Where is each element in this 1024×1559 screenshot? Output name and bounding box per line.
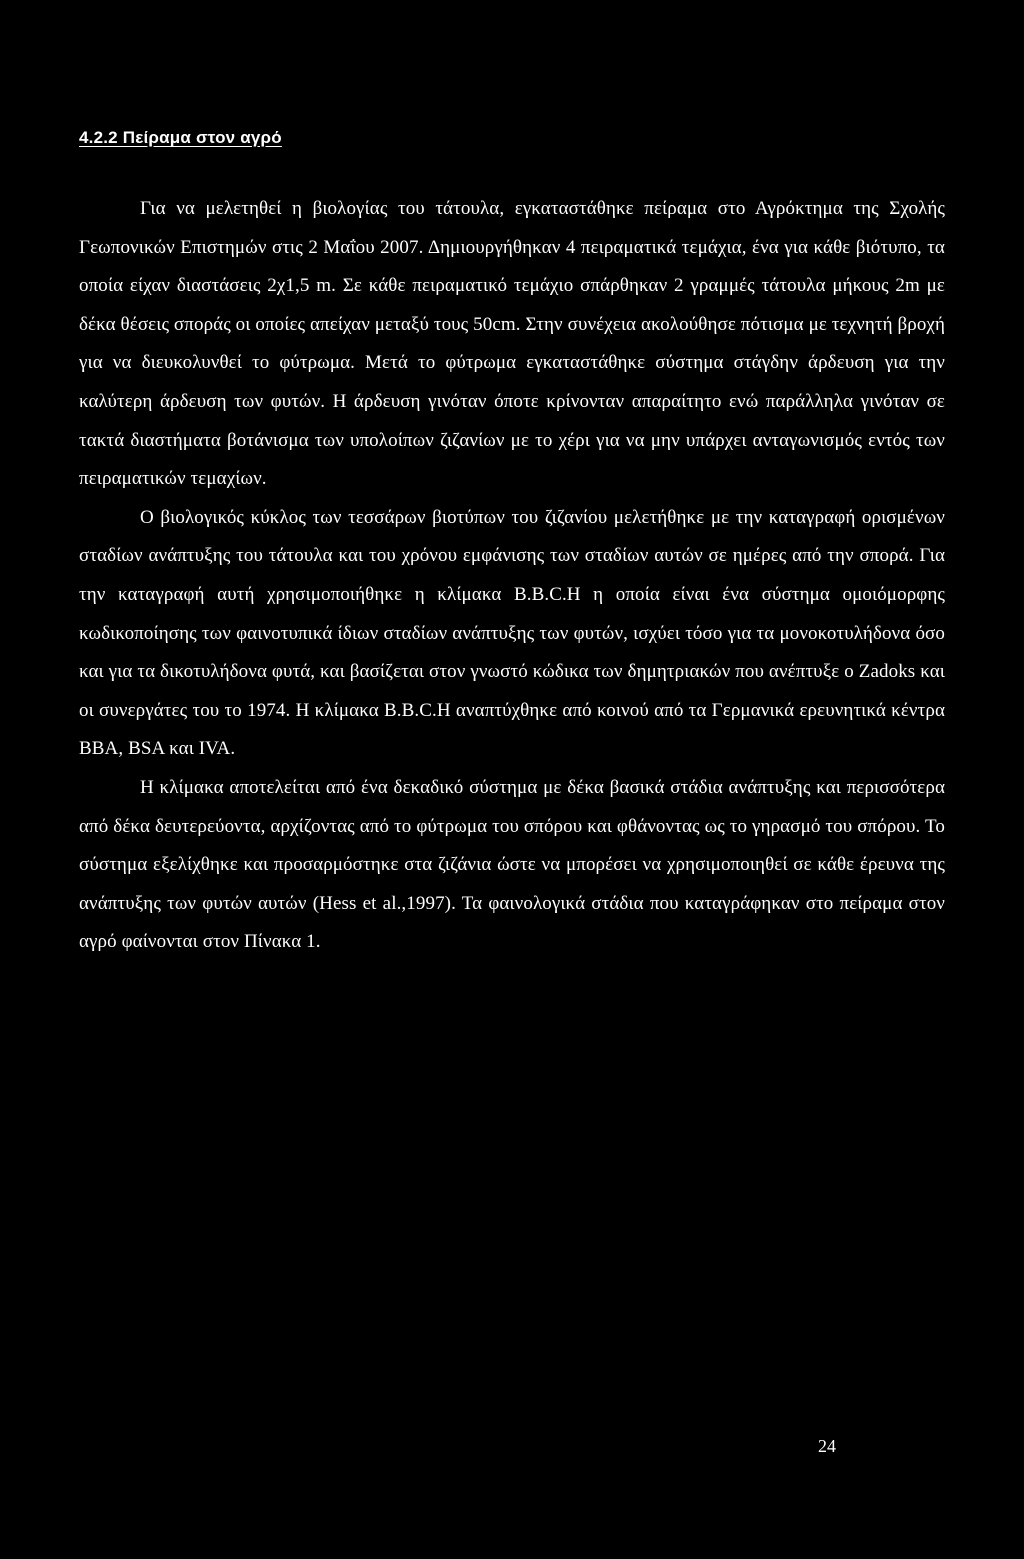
body-text (79, 190, 945, 962)
paragraph-field-experiment-setup: Για να μελετηθεί η βιολογίας του τάτουλα, εγκαταστάθηκε πείραμα στο Αγρόκτημα της Σχολής Γεωπονικών Επιστημών στις 2 Μαΐου 2007. Δημιουργήθηκαν 4 πειραματικά τεμάχια, ένα για κάθε βιότυπο, τα οποία είχαν διαστάσεις 2χ1,5 m. Σε κάθε πειραματικό τεμάχιο σπάρθηκαν 2 γραμμές τάτουλα μήκους 2m με δέκα θέσεις σποράς οι οποίες απείχαν μεταξύ τους 50cm. Στην συνέχεια ακολούθησε πότισμα με τεχνητή βροχή για να διευκολυνθεί το φύτρωμα. Μετά το φύτρωμα εγκαταστάθηκε σύστημα στάγδην άρδευση για την καλύτερη άρδευση των φυτών. Η άρδευση γινόταν όποτε κρίνονταν απαραίτητο ενώ παράλληλα γινόταν σε τακτά διαστήματα βοτάνισμα των υπολοίπων ζιζανίων με το χέρι για να μην υπάρχει ανταγωνισμός εντός των πειραματικών τεμαχίων. (79, 198, 945, 490)
paragraph-bbch-scale-structure: Η κλίμακα αποτελείται από ένα δεκαδικό σύστημα με δέκα βασικά στάδια ανάπτυξης και περισσότερα από δέκα δευτερεύοντα, αρχίζοντας από το φύτρωμα του σπόρου και φθάνοντας ως το γηρασμό του σπόρου. Το σύστημα εξελίχθηκε και προσαρμόστηκε στα ζιζάνια ώστε να μπορέσει να χρησιμοποιηθεί σε κάθε έρευνα της ανάπτυξης των φυτών αυτών (Hess et al.,1997). Τα φαινολογικά στάδια που καταγράφηκαν στο πείραμα στον αγρό φαίνονται στον Πίνακα 1. (79, 776, 945, 953)
paragraph-bbch-scale-intro: Ο βιολογικός κύκλος των τεσσάρων βιοτύπων του ζιζανίου μελετήθηκε με την καταγραφή ορισμένων σταδίων ανάπτυξης του τάτουλα και του χρόνου εμφάνισης των σταδίων αυτών σε ημέρες από την σπορά. Για την καταγραφή αυτή χρησιμοποιήθηκε η κλίμακα B.B.C.H η οποία είναι ένα σύστημα ομοιόμορφης κωδικοποίησης των φαινοτυπικά ίδιων σταδίων ανάπτυξης των φυτών, ισχύει τόσο για τα μονοκοτυλήδονα όσο και για τα δικοτυλήδονα φυτά, και βασίζεται στον γνωστό κώδικα των δημητριακών που ανέπτυξε ο Zadoks και οι συνεργάτες του το 1974. Η κλίμακα B.B.C.H αναπτύχθηκε από κοινού από τα Γερμανικά ερευνητικά κέντρα BBA, BSA και IVA. (79, 506, 945, 760)
page-number: 24 (818, 1436, 836, 1456)
section-heading: 4.2.2 Πείραμα στον αγρό (79, 128, 282, 147)
